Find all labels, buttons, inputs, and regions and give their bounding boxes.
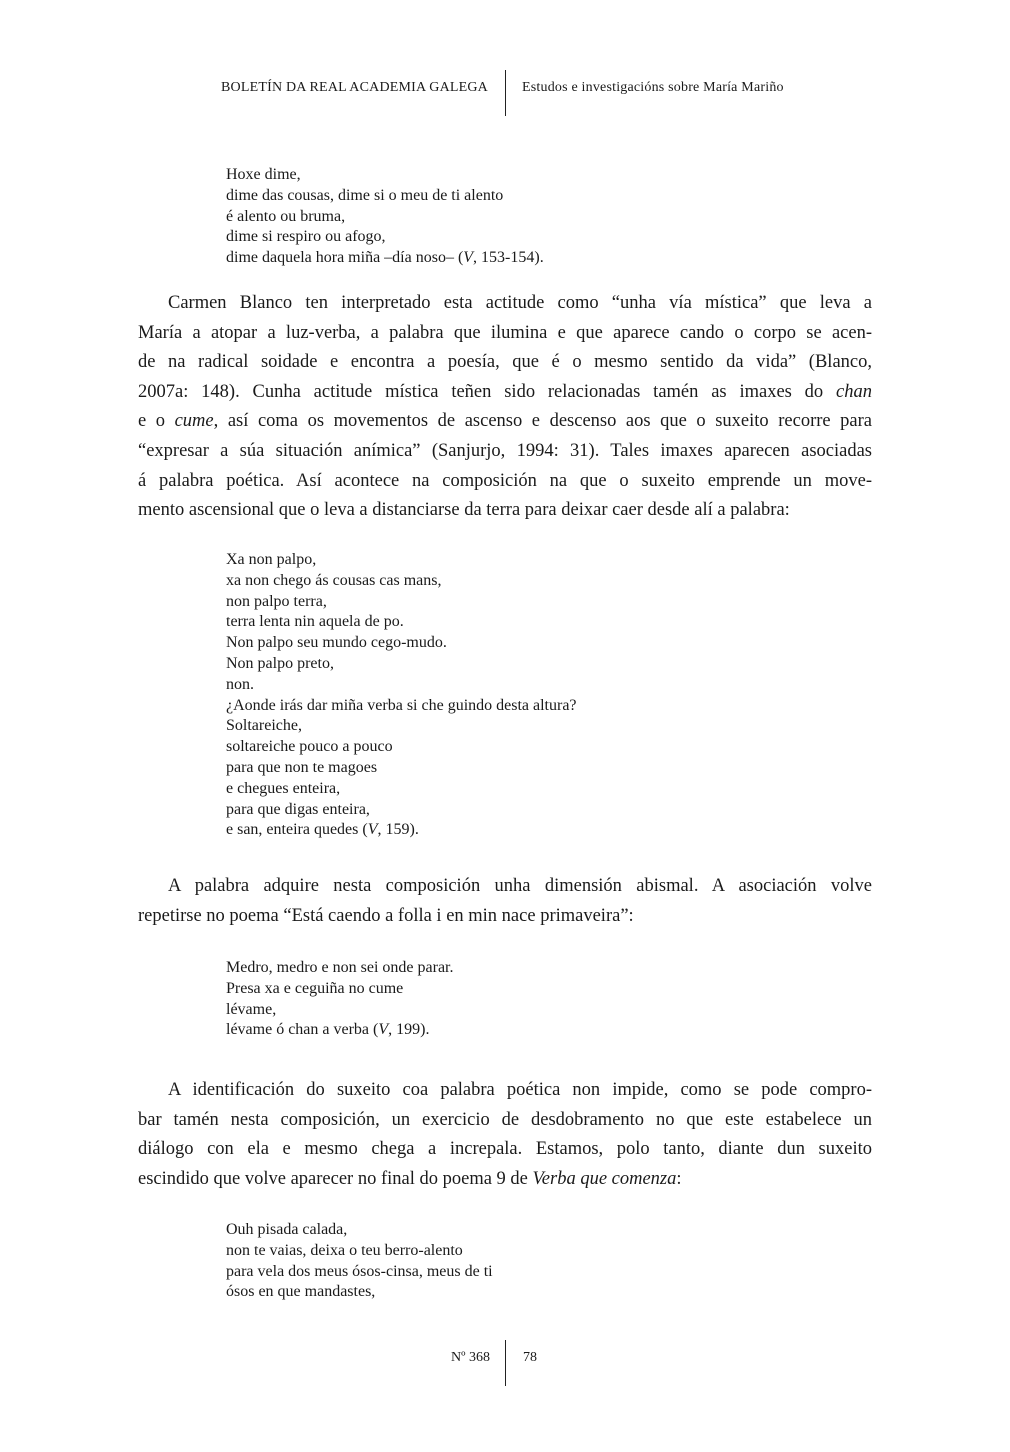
text-segment: , 153-154). xyxy=(473,249,544,267)
text-segment: Ouh pisada calada, xyxy=(226,1221,348,1238)
text-segment: xa non chego ás cousas cas mans, xyxy=(226,571,442,589)
text-segment: “expresar a súa situación anímica” (Sanjurjo, 1994: 31). Tales imaxes aparecen asociadas xyxy=(138,440,872,461)
paragraph xyxy=(138,289,872,526)
text-segment: bar tamén nesta composición, un exercicio de desdobramento no que este estabelece un xyxy=(138,1109,872,1130)
text-segment: non te vaias, deixa o teu berro-alento xyxy=(226,1241,463,1259)
verse-line xyxy=(226,1220,493,1241)
text-segment: de na radical soidade e encontra a poesía, que é o mesmo sentido da vida” (Blanco, xyxy=(138,352,872,373)
text-segment: e o xyxy=(138,411,175,432)
verse-line xyxy=(226,820,577,841)
text-segment: non palpo terra, xyxy=(226,592,327,610)
text-segment: A identificación do suxeito coa palabra poética non impide, como se pode compro- xyxy=(168,1080,872,1100)
verse-line xyxy=(226,248,544,269)
text-segment: repetirse no poema “Está caendo a folla i en min nace primaveira”: xyxy=(138,905,634,926)
text-segment: dime daquela hora miña –día noso– ( xyxy=(226,249,464,267)
text-line xyxy=(138,1106,872,1136)
text-segment: Presa xa e ceguiña no cume xyxy=(226,979,404,997)
paragraph xyxy=(138,1076,872,1194)
text-segment: soltareiche pouco a pouco xyxy=(226,738,393,756)
running-header-section: Estudos e investigacións sobre María Mariño xyxy=(522,80,784,95)
text-segment: : xyxy=(676,1168,682,1189)
text-segment: A palabra adquire nesta composición unha dimensión abismal. A asociación volve xyxy=(168,876,872,896)
text-segment: dime das cousas, dime si o meu de ti alento xyxy=(226,186,504,204)
text-segment: escindido que volve aparecer no final do poema 9 de xyxy=(138,1168,533,1189)
text-segment: diálogo con ela e mesmo chega a increpala. Estamos, polo tanto, diante dun suxeito xyxy=(138,1139,872,1160)
text-line xyxy=(138,1165,872,1195)
verse-line xyxy=(226,758,577,779)
text-segment: 2007a: 148). Cunha actitude mística teñen sido relacionadas tamén as imaxes do xyxy=(138,381,837,402)
verse-line xyxy=(226,1282,493,1303)
text-line xyxy=(138,1076,872,1106)
verse-line xyxy=(226,207,544,228)
text-line xyxy=(138,496,872,526)
text-line xyxy=(138,378,872,408)
text-segment: para que non te magoes xyxy=(226,758,378,776)
verse-line xyxy=(226,696,577,717)
text-segment: para vela dos meus ósos-cinsa, meus de ti xyxy=(226,1262,493,1280)
text-segment: é alento ou bruma, xyxy=(226,207,346,225)
verse-line xyxy=(226,654,577,675)
text-segment: Non palpo seu mundo cego-mudo. xyxy=(226,634,447,652)
text-segment: dime si respiro ou afogo, xyxy=(226,228,386,246)
text-segment: para que digas enteira, xyxy=(226,800,370,818)
text-line xyxy=(138,348,872,378)
verse-line xyxy=(226,1241,493,1262)
verse-line xyxy=(226,979,453,1000)
verse-quote xyxy=(226,1220,493,1303)
text-segment: Soltareiche, xyxy=(226,717,302,735)
verse-line xyxy=(226,1000,453,1021)
verse-line xyxy=(226,800,577,821)
text-line xyxy=(138,407,872,437)
text-segment: María a atopar a luz-verba, a palabra que ilumina e que aparece cando o corpo se acen- xyxy=(138,322,872,343)
text-segment: ¿Aonde irás dar miña verba si che guindo desta altura? xyxy=(226,696,577,714)
verse-line xyxy=(226,716,577,737)
footer-divider xyxy=(505,1340,506,1386)
italic-text: cume xyxy=(174,411,214,432)
text-line xyxy=(138,437,872,467)
verse-quote xyxy=(226,550,577,841)
text-segment: e san, enteira quedes ( xyxy=(226,821,368,839)
text-segment: Xa non palpo, xyxy=(226,551,317,568)
text-segment: Non palpo preto, xyxy=(226,654,334,672)
text-segment: Hoxe dime, xyxy=(226,166,301,183)
text-line xyxy=(138,872,872,902)
text-segment: , 199). xyxy=(388,1021,430,1039)
verse-line xyxy=(226,165,544,186)
paragraph xyxy=(138,872,872,931)
text-line xyxy=(138,1135,872,1165)
verse-line xyxy=(226,1020,453,1041)
text-line xyxy=(138,902,872,932)
verse-line xyxy=(226,675,577,696)
text-segment: , así coma os movementos de ascenso e descenso aos que o suxeito recorre para xyxy=(213,411,872,432)
text-segment: á palabra poética. Así acontece na composición na que o suxeito emprende un move- xyxy=(138,470,872,491)
text-line xyxy=(138,289,872,319)
running-header-journal: BOLETÍN DA REAL ACADEMIA GALEGA xyxy=(221,80,488,95)
text-segment: lévame, xyxy=(226,1000,277,1018)
text-segment: non. xyxy=(226,675,254,693)
verse-line xyxy=(226,592,577,613)
issue-number: Nº 368 xyxy=(451,1350,490,1365)
verse-line xyxy=(226,186,544,207)
verse-line xyxy=(226,227,544,248)
verse-quote xyxy=(226,958,453,1041)
verse-line xyxy=(226,612,577,633)
verse-line xyxy=(226,633,577,654)
italic-text: Verba que comenza xyxy=(532,1168,677,1189)
verse-line xyxy=(226,958,453,979)
verse-line xyxy=(226,737,577,758)
text-segment: ósos en que mandastes, xyxy=(226,1283,376,1301)
verse-line xyxy=(226,571,577,592)
verse-line xyxy=(226,779,577,800)
verse-line xyxy=(226,550,577,571)
italic-text: chan xyxy=(836,381,872,402)
verse-line xyxy=(226,1262,493,1283)
text-segment: mento ascensional que o leva a distanciarse da terra para deixar caer desde alí a palabra: xyxy=(138,500,790,521)
text-segment: , 159). xyxy=(377,821,419,839)
italic-text: V xyxy=(463,249,474,267)
text-segment: lévame ó chan a verba ( xyxy=(226,1021,379,1039)
header-divider xyxy=(505,70,506,116)
text-segment: terra lenta nin aquela de po. xyxy=(226,613,404,631)
text-segment: e chegues enteira, xyxy=(226,779,341,797)
text-line xyxy=(138,319,872,349)
verse-quote xyxy=(226,165,544,269)
italic-text: V xyxy=(378,1021,389,1039)
text-segment: Medro, medro e non sei onde parar. xyxy=(226,959,454,976)
page-number: 78 xyxy=(523,1350,537,1365)
text-line xyxy=(138,467,872,497)
text-segment: Carmen Blanco ten interpretado esta actitude como “unha vía mística” que leva a xyxy=(168,293,872,313)
italic-text: V xyxy=(367,821,378,839)
